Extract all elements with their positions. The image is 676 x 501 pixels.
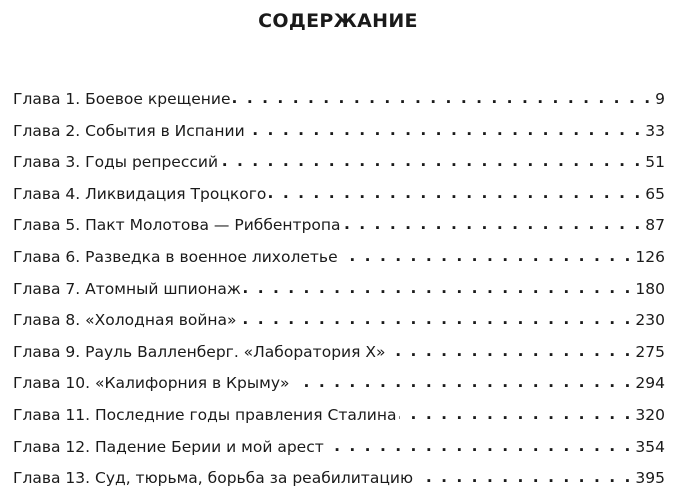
toc-dot-leader xyxy=(327,437,633,455)
toc-entry-title: Глава 12. Падение Берии и мой арест xyxy=(13,437,324,456)
toc-entry xyxy=(13,374,665,406)
toc-entry-title: Глава 6. Разведка в военное лихолетье xyxy=(13,247,338,266)
page-title: СОДЕРЖАНИЕ xyxy=(258,10,418,32)
toc-dot-leader xyxy=(416,468,632,486)
toc-dot-leader xyxy=(269,184,642,202)
toc-entry-page-number: 33 xyxy=(645,121,665,140)
toc-entry xyxy=(13,185,665,217)
toc-dot-leader xyxy=(388,342,632,360)
toc-dot-leader xyxy=(248,121,643,139)
toc-entry xyxy=(13,343,665,375)
toc-entry-page-number: 51 xyxy=(645,153,665,172)
toc-entry-page-number: 230 xyxy=(635,311,665,330)
toc-entry-title: Глава 11. Последние годы правления Сталина xyxy=(13,405,397,424)
toc-entry xyxy=(13,122,665,154)
toc-entry-page-number: 126 xyxy=(635,247,665,266)
toc-entry xyxy=(13,90,665,122)
toc-dot-leader xyxy=(344,215,643,233)
toc-entry-title: Глава 9. Рауль Валленберг. «Лаборатория Х» xyxy=(13,342,386,361)
toc-entry xyxy=(13,406,665,438)
toc-entry xyxy=(13,311,665,343)
toc-entry-title: Глава 13. Суд, тюрьма, борьба за реабилитацию xyxy=(13,469,414,488)
toc-entry-page-number: 87 xyxy=(645,216,665,235)
toc-entry xyxy=(13,216,665,248)
toc-entry-title: Глава 5. Пакт Молотова — Риббентропа xyxy=(13,216,341,235)
toc-entry-title: Глава 2. События в Испании xyxy=(13,121,245,140)
toc-entry-title: Глава 8. «Холодная война» xyxy=(13,311,237,330)
toc-entry-title: Глава 4. Ликвидация Троцкого xyxy=(13,184,267,203)
toc-entry xyxy=(13,280,665,312)
toc-entry-title: Глава 1. Боевое крещение xyxy=(13,90,231,108)
toc-entry-title: Глава 7. Атомный шпионаж xyxy=(13,279,241,298)
toc-entry xyxy=(13,469,665,501)
toc-entry-page-number: 320 xyxy=(635,405,665,424)
table-of-contents xyxy=(13,90,665,501)
toc-entry-page-number: 395 xyxy=(635,469,665,488)
toc-entry-page-number: 354 xyxy=(635,437,665,456)
toc-entry-page-number: 180 xyxy=(635,279,665,298)
toc-dot-leader xyxy=(221,152,642,170)
toc-entry-page-number: 294 xyxy=(635,374,665,393)
toc-entry-title: Глава 3. Годы репрессий xyxy=(13,153,219,172)
toc-dot-leader xyxy=(233,89,652,107)
toc-dot-leader xyxy=(240,310,633,328)
toc-entry xyxy=(13,438,665,470)
toc-entry-title: Глава 10. «Калифорния в Крыму» xyxy=(13,374,290,393)
toc-entry-page-number: 275 xyxy=(635,342,665,361)
toc-dot-leader xyxy=(244,279,633,297)
toc-dot-leader xyxy=(341,247,633,265)
toc-entry-page-number: 9 xyxy=(655,90,665,108)
toc-dot-leader xyxy=(293,373,633,391)
toc-entry-page-number: 65 xyxy=(645,184,665,203)
toc-entry xyxy=(13,248,665,280)
toc-entry xyxy=(13,153,665,185)
toc-dot-leader xyxy=(399,405,632,423)
